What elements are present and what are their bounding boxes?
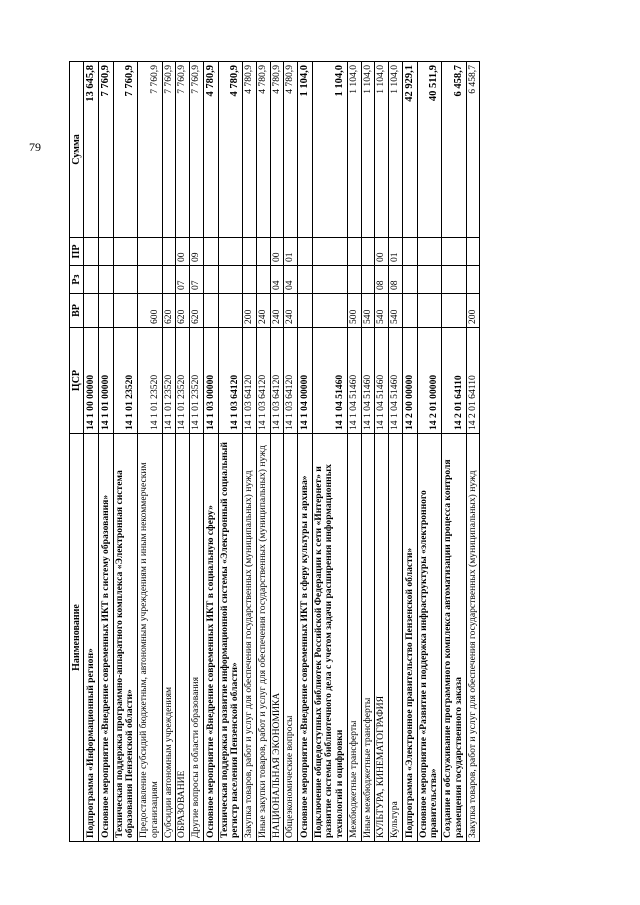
- row-csr-cell: 14 1 01 23520: [162, 328, 176, 434]
- row-pr-cell: [312, 238, 347, 266]
- header-rz: Рз: [70, 266, 84, 294]
- row-sum-cell: 7 760,9: [98, 62, 113, 238]
- row-rz-cell: [203, 266, 218, 294]
- row-pr-cell: 01: [389, 238, 403, 266]
- row-pr-cell: [243, 238, 257, 266]
- header-pr: ПР: [70, 238, 84, 266]
- row-pr-cell: 01: [284, 238, 298, 266]
- row-rz-cell: [417, 266, 441, 294]
- table-row: [203, 62, 218, 842]
- row-sum-cell: 4 780,9: [203, 62, 218, 238]
- table-header-row: [70, 62, 84, 842]
- table-row: [138, 62, 162, 842]
- row-pr-cell: [361, 238, 375, 266]
- row-csr-cell: 14 1 04 51460: [361, 328, 375, 434]
- header-name: Наименование: [70, 434, 84, 842]
- table-row: [190, 62, 204, 842]
- row-sum-cell: 4 780,9: [243, 62, 257, 238]
- row-vr-cell: [297, 294, 312, 328]
- row-csr-cell: 14 1 00 00000: [84, 328, 99, 434]
- table-row: [297, 62, 312, 842]
- row-name-cell: Закупка товаров, работ и услуг для обеспечения государственных (муниципальных) нужд: [243, 434, 257, 842]
- row-csr-cell: 14 1 03 64120: [284, 328, 298, 434]
- table-row: [176, 62, 190, 842]
- row-pr-cell: [98, 238, 113, 266]
- row-name-cell: Основное мероприятие «Внедрение современных ИКТ в сферу культуры и архива»: [297, 434, 312, 842]
- row-name-cell: Подпрограмма «Информационный регион»: [84, 434, 99, 842]
- row-rz-cell: [442, 266, 466, 294]
- row-pr-cell: [347, 238, 361, 266]
- table-row: [361, 62, 375, 842]
- row-rz-cell: 04: [284, 266, 298, 294]
- row-name-cell: Техническая поддержка программно-аппаратного комплекса «Электронная система образования Пензенской области»: [113, 434, 137, 842]
- row-sum-cell: 6 458,7: [442, 62, 466, 238]
- header-vr: ВР: [70, 294, 84, 328]
- row-vr-cell: 200: [243, 294, 257, 328]
- table-row: [98, 62, 113, 842]
- row-name-cell: Иные закупки товаров, работ и услуг для обеспечения государственных (муниципальных) нужд: [256, 434, 270, 842]
- table-body: [84, 62, 480, 842]
- table-row: [375, 62, 389, 842]
- table-row: [84, 62, 99, 842]
- row-rz-cell: 08: [389, 266, 403, 294]
- row-sum-cell: 1 104,0: [347, 62, 361, 238]
- row-rz-cell: [402, 266, 417, 294]
- row-vr-cell: [312, 294, 347, 328]
- row-rz-cell: [256, 266, 270, 294]
- row-pr-cell: [297, 238, 312, 266]
- row-csr-cell: 14 1 01 23520: [176, 328, 190, 434]
- budget-table-rotated: [69, 62, 559, 842]
- table-row: [389, 62, 403, 842]
- row-pr-cell: [203, 238, 218, 266]
- row-name-cell: Субсидии автономным учреждениям: [162, 434, 176, 842]
- row-pr-cell: [138, 238, 162, 266]
- table-row: [218, 62, 242, 842]
- row-sum-cell: 1 104,0: [375, 62, 389, 238]
- row-pr-cell: [402, 238, 417, 266]
- row-rz-cell: 07: [190, 266, 204, 294]
- row-rz-cell: [312, 266, 347, 294]
- row-sum-cell: 1 104,0: [389, 62, 403, 238]
- row-pr-cell: 00: [375, 238, 389, 266]
- table-row: [243, 62, 257, 842]
- row-vr-cell: 600: [138, 294, 162, 328]
- row-csr-cell: 14 1 03 64120: [270, 328, 284, 434]
- table-row: [113, 62, 137, 842]
- row-name-cell: Культура: [389, 434, 403, 842]
- row-csr-cell: 14 1 01 23520: [113, 328, 137, 434]
- header-csr: ЦСР: [70, 328, 84, 434]
- row-rz-cell: [466, 266, 480, 294]
- row-vr-cell: 200: [466, 294, 480, 328]
- table-row: [162, 62, 176, 842]
- row-name-cell: Иные межбюджетные трансферты: [361, 434, 375, 842]
- row-vr-cell: [203, 294, 218, 328]
- row-sum-cell: 6 458,7: [466, 62, 480, 238]
- row-vr-cell: 620: [162, 294, 176, 328]
- budget-table: [69, 61, 480, 842]
- row-vr-cell: 500: [347, 294, 361, 328]
- row-name-cell: Межбюджетные трансферты: [347, 434, 361, 842]
- row-name-cell: КУЛЬТУРА, КИНЕМАТОГРАФИЯ: [375, 434, 389, 842]
- row-sum-cell: 7 760,9: [176, 62, 190, 238]
- row-csr-cell: 14 1 04 51460: [347, 328, 361, 434]
- row-pr-cell: 09: [190, 238, 204, 266]
- row-sum-cell: 1 104,0: [297, 62, 312, 238]
- row-name-cell: Основное мероприятие «Внедрение современных ИКТ в социальную сферу»: [203, 434, 218, 842]
- row-csr-cell: 14 1 04 51460: [312, 328, 347, 434]
- row-rz-cell: 08: [375, 266, 389, 294]
- row-vr-cell: 240: [270, 294, 284, 328]
- row-sum-cell: 4 780,9: [284, 62, 298, 238]
- row-rz-cell: [297, 266, 312, 294]
- row-vr-cell: [402, 294, 417, 328]
- row-name-cell: Предоставление субсидий бюджетным, автономным учреждениям и иным некоммерческим организациям: [138, 434, 162, 842]
- row-pr-cell: [417, 238, 441, 266]
- row-name-cell: Техническая поддержка и развитие информационной системы «Электронный социальный регистр населения Пензенской области»: [218, 434, 242, 842]
- row-csr-cell: 14 1 03 64120: [256, 328, 270, 434]
- row-sum-cell: 4 780,9: [256, 62, 270, 238]
- row-sum-cell: 1 104,0: [361, 62, 375, 238]
- row-sum-cell: 40 511,9: [417, 62, 441, 238]
- row-sum-cell: 7 760,9: [190, 62, 204, 238]
- row-csr-cell: 14 1 03 00000: [203, 328, 218, 434]
- table-row: [347, 62, 361, 842]
- table-row: [417, 62, 441, 842]
- row-name-cell: Создание и обслуживание программного комплекса автоматизации процесса контроля размещения государственного заказа: [442, 434, 466, 842]
- row-pr-cell: [218, 238, 242, 266]
- row-sum-cell: 42 929,1: [402, 62, 417, 238]
- row-sum-cell: 13 645,8: [84, 62, 99, 238]
- table-row: [270, 62, 284, 842]
- row-csr-cell: 14 1 03 64120: [218, 328, 242, 434]
- row-vr-cell: 240: [284, 294, 298, 328]
- row-pr-cell: 00: [270, 238, 284, 266]
- row-pr-cell: 00: [176, 238, 190, 266]
- row-rz-cell: [361, 266, 375, 294]
- row-sum-cell: 7 760,9: [138, 62, 162, 238]
- row-name-cell: Подпрограмма «Электронное правительство Пензенской области»: [402, 434, 417, 842]
- row-sum-cell: 4 780,9: [270, 62, 284, 238]
- row-rz-cell: [243, 266, 257, 294]
- table-row: [312, 62, 347, 842]
- row-sum-cell: 1 104,0: [312, 62, 347, 238]
- row-csr-cell: 14 1 01 23520: [190, 328, 204, 434]
- table-row: [256, 62, 270, 842]
- table-row: [284, 62, 298, 842]
- row-name-cell: Общеэкономические вопросы: [284, 434, 298, 842]
- row-vr-cell: [98, 294, 113, 328]
- row-csr-cell: 14 1 04 00000: [297, 328, 312, 434]
- header-sum: Сумма: [70, 62, 84, 238]
- row-pr-cell: [162, 238, 176, 266]
- row-vr-cell: 540: [361, 294, 375, 328]
- row-csr-cell: 14 1 04 51460: [375, 328, 389, 434]
- row-rz-cell: 04: [270, 266, 284, 294]
- row-csr-cell: 14 2 01 64110: [466, 328, 480, 434]
- row-rz-cell: 07: [176, 266, 190, 294]
- row-vr-cell: 540: [389, 294, 403, 328]
- row-vr-cell: 240: [256, 294, 270, 328]
- row-rz-cell: [162, 266, 176, 294]
- row-csr-cell: 14 2 00 00000: [402, 328, 417, 434]
- row-rz-cell: [218, 266, 242, 294]
- row-name-cell: Другие вопросы в области образования: [190, 434, 204, 842]
- row-vr-cell: 620: [176, 294, 190, 328]
- row-csr-cell: 14 1 03 64120: [243, 328, 257, 434]
- row-pr-cell: [442, 238, 466, 266]
- row-sum-cell: 4 780,9: [218, 62, 242, 238]
- table-row: [442, 62, 466, 842]
- row-pr-cell: [256, 238, 270, 266]
- row-rz-cell: [138, 266, 162, 294]
- row-sum-cell: 7 760,9: [162, 62, 176, 238]
- row-csr-cell: 14 2 01 64110: [442, 328, 466, 434]
- row-vr-cell: [113, 294, 137, 328]
- row-csr-cell: 14 2 01 00000: [417, 328, 441, 434]
- table-row: [466, 62, 480, 842]
- row-rz-cell: [347, 266, 361, 294]
- row-pr-cell: [84, 238, 99, 266]
- row-vr-cell: [442, 294, 466, 328]
- row-name-cell: НАЦИОНАЛЬНАЯ ЭКОНОМИКА: [270, 434, 284, 842]
- row-csr-cell: 14 1 01 00000: [98, 328, 113, 434]
- row-name-cell: Основное мероприятие «Внедрение современных ИКТ в систему образования»: [98, 434, 113, 842]
- row-vr-cell: 620: [190, 294, 204, 328]
- row-vr-cell: 540: [375, 294, 389, 328]
- row-name-cell: Подключение общедоступных библиотек Российской Федерации к сети «Интернет» и развитие системы библиотечного дела с учетом задачи расширения информационных технологий и оцифровки: [312, 434, 347, 842]
- table-row: [402, 62, 417, 842]
- row-name-cell: Закупка товаров, работ и услуг для обеспечения государственных (муниципальных) нужд: [466, 434, 480, 842]
- row-csr-cell: 14 1 01 23520: [138, 328, 162, 434]
- row-pr-cell: [113, 238, 137, 266]
- row-vr-cell: [84, 294, 99, 328]
- row-vr-cell: [218, 294, 242, 328]
- row-sum-cell: 7 760,9: [113, 62, 137, 238]
- row-pr-cell: [466, 238, 480, 266]
- row-rz-cell: [98, 266, 113, 294]
- row-csr-cell: 14 1 04 51460: [389, 328, 403, 434]
- row-rz-cell: [84, 266, 99, 294]
- row-name-cell: Основное мероприятие «Развитие и поддержка инфраструктуры «электронного правительства»: [417, 434, 441, 842]
- row-vr-cell: [417, 294, 441, 328]
- row-rz-cell: [113, 266, 137, 294]
- row-name-cell: ОБРАЗОВАНИЕ: [176, 434, 190, 842]
- page-number: 79: [29, 140, 41, 154]
